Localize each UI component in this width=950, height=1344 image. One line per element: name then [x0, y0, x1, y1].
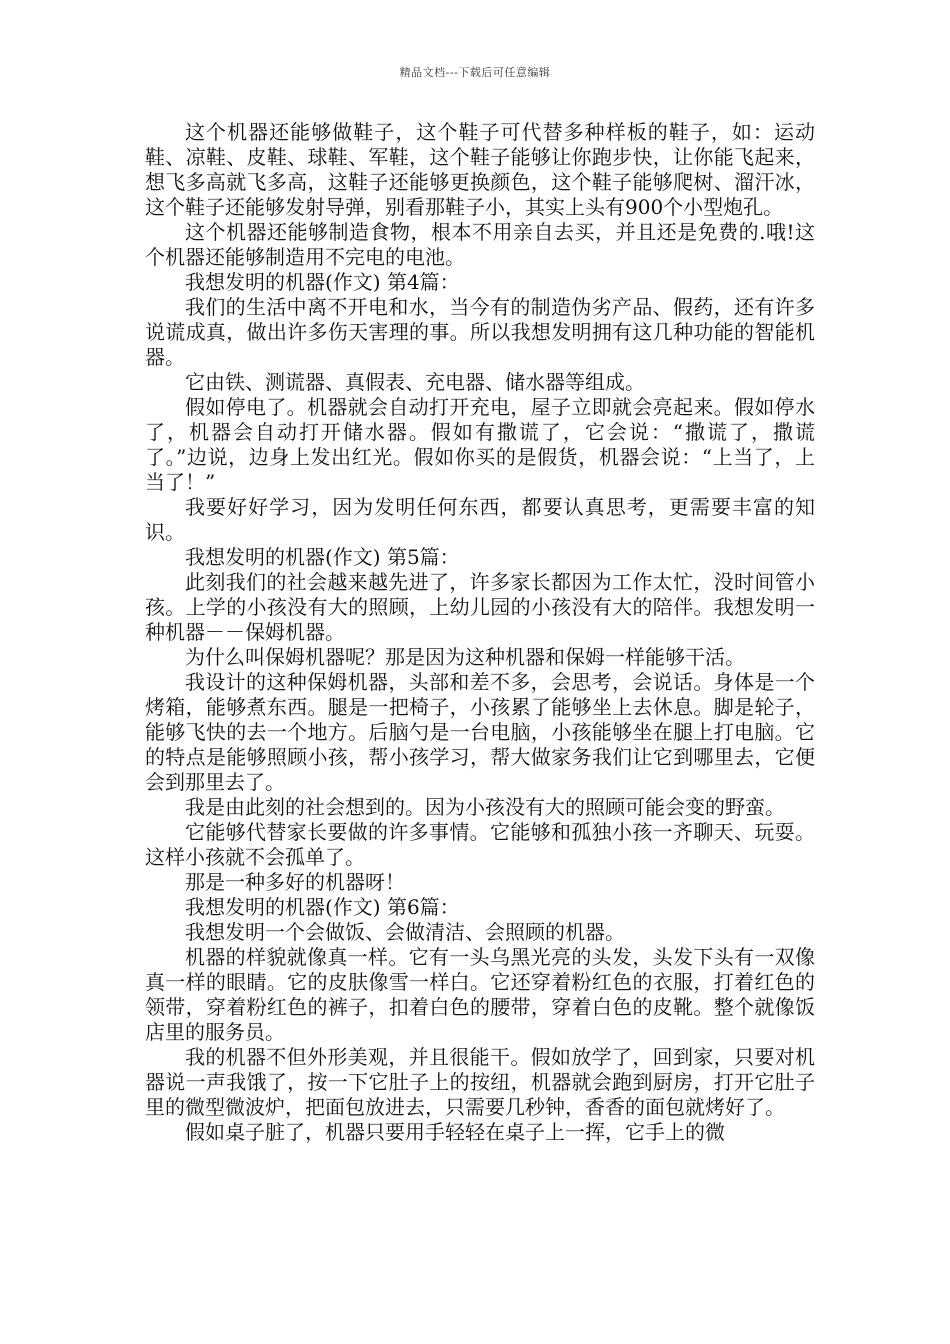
paragraph-food: 这个机器还能够制造食物，根本不用亲自去买，并且还是免费的.哦!这个机器还能够制造用不完电的电池。 — [145, 220, 815, 269]
paragraph-capable: 我的机器不但外形美观，并且很能干。假如放学了，回到家，只要对机器说一声我饿了，按一下它肚子上的按纽，机器就会跑到厨房，打开它肚子里的微型微波炉，把面包放进去，只需要几秒钟，香香的面包就烤好了。 — [145, 1045, 815, 1119]
paragraph-reason: 我是由此刻的社会想到的。因为小孩没有大的照顾可能会变的野蛮。 — [185, 795, 785, 819]
paragraph-design: 我设计的这种保姆机器，头部和差不多，会思考，会说话。身体是一个烤箱，能够煮东西。腿是一把椅子，小孩累了能够坐上去休息。脚是轮子，能够飞快的去一个地方。后脑勺是一台电脑，小孩能够坐在腿上打电脑。它的特点是能够照顾小孩，帮小孩学习，帮大做家务我们让它到哪里去，它便会到那里去了。 — [145, 670, 815, 794]
paragraph-appearance: 机器的样貌就像真一样。它有一头乌黑光亮的头发，头发下头有一双像真一样的眼睛。它的皮肤像雪一样白。它还穿着粉红色的衣服，打着红色的领带，穿着粉红色的裤子，扣着白色的腰带，穿着白色的皮靴。整个就像饭店里的服务员。 — [145, 945, 815, 1044]
paragraph-replace: 它能够代替家长要做的许多事情。它能够和孤独小孩一齐聊天、玩耍。这样小孩就不会孤单了。 — [145, 820, 815, 869]
section-heading-5: 我想发明的机器(作文) 第5篇： — [185, 545, 460, 569]
paragraph-intro-5: 此刻我们的社会越来越先进了，许多家长都因为工作太忙，没时间管小孩。上学的小孩没有大的照顾，上幼儿园的小孩没有大的陪伴。我想发明一种机器－－保姆机器。 — [145, 570, 815, 644]
paragraph-exclaim: 那是一种多好的机器呀！ — [185, 870, 405, 894]
page-header: 精品文档---下载后可任意编辑 — [399, 66, 551, 79]
paragraph-shoes: 这个机器还能够做鞋子，这个鞋子可代替多种样板的鞋子，如：运动鞋、凉鞋、皮鞋、球鞋、军鞋，这个鞋子能够让你跑步快，让你能飞起来，想飞多高就飞多高，这鞋子还能够更换颜色，这个鞋子能够爬树、溜汗冰，这个鞋子还能够发射导弹，别看那鞋子小，其实上头有900个小型炮孔。 — [145, 120, 815, 219]
paragraph-why-nanny: 为什么叫保姆机器呢？那是因为这种机器和保姆一样能够干活。 — [185, 645, 745, 669]
paragraph-table: 假如桌子脏了，机器只要用手轻轻在桌子上一挥，它手上的微 — [185, 1120, 725, 1144]
paragraph-intro-4: 我们的生活中离不开电和水，当今有的制造伪劣产品、假药，还有许多说谎成真，做出许多伤天害理的事。所以我想发明拥有这几种功能的智能机器。 — [145, 295, 815, 369]
paragraph-functions: 假如停电了。机器就会自动打开充电，屋子立即就会亮起来。假如停水了，机器会自动打开储水器。假如有撒谎了，它会说：“撒谎了，撒谎了。”边说，边身上发出红光。假如你买的是假货，机器会说：“上当了，上当了！” — [145, 395, 815, 494]
paragraph-study: 我要好好学习，因为发明任何东西，都要认真思考，更需要丰富的知识。 — [145, 495, 815, 544]
paragraph-intro-6: 我想发明一个会做饭、会做清洁、会照顾的机器。 — [185, 920, 625, 944]
section-heading-6: 我想发明的机器(作文) 第6篇： — [185, 895, 460, 919]
paragraph-components: 它由铁、测谎器、真假表、充电器、储水器等组成。 — [185, 370, 645, 394]
document-body — [145, 120, 815, 1145]
section-heading-4: 我想发明的机器(作文) 第4篇： — [185, 270, 460, 294]
